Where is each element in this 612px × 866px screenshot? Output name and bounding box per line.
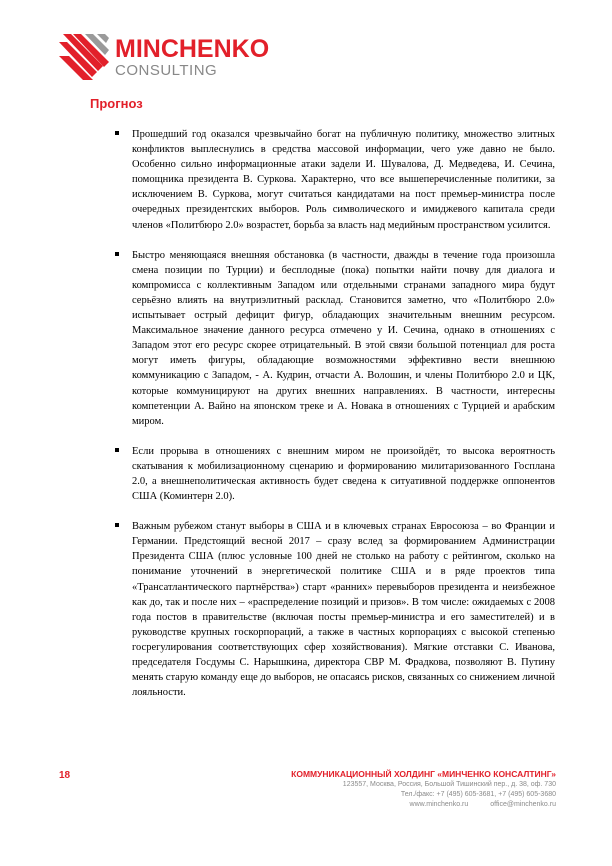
square-bullet-icon	[115, 523, 119, 527]
square-bullet-icon	[115, 448, 119, 452]
logo-name: MINCHENKO	[115, 35, 270, 63]
paragraph: Быстро меняющаяся внешняя обстановка (в частности, дважды в течение года произошла смена позиции по Турции) и бесплодные (пока) попытки найти почву для диалога и компромисса с коллективным Западом или отдельными странами западного мира будут серьёзно влиять на внутриэлитный расклад. Становится заметно, что «Политбюро 2.0» испытывает острый дефицит фигур, обладающих значительным внешним ресурсом. Максимальное значение данного ресурса отмечено у И. Сечина, однако в отношениях с Западом этот его ресурс скорее отрицательный. В этой связи большой потенциал для роста могут иметь фигуры, обладающие возможностями эффективно вести внешнюю коммуникацию с Западом, - А. Кудрин, отчасти А. Волошин, и члены Политбюро 2.0 и ЦК, которые коммуницируют на других внешних направлениях. В частности, интересны компетенции А. Вайно на японском треке и А. Новака в отношениях с Турцией и арабским миром.	[132, 249, 555, 427]
logo-stripes-icon	[59, 34, 109, 84]
square-bullet-icon	[115, 252, 119, 256]
footer-contacts	[291, 769, 556, 810]
square-bullet-icon	[115, 131, 119, 135]
list-item	[115, 444, 555, 504]
company-logo	[59, 34, 269, 84]
paragraph: Важным рубежом станут выборы в США и в ключевых странах Евросоюза – во Франции и Германии. Предстоящий весной 2017 – сразу вслед за формированием Администрации Президента США (плюс условные 100 дней не столько на работу с рейтингом, сколько на понимание уточнений в энергетической политике США и в ряде проектов типа «Трансатлантического партнёрства») старт «ранних» перевыборов президента и неизбежное как до, так и после них – «распределение позиций и призов». В том числе: ожидаемых с 2008 года постов в правительстве (включая посты премьер-министра и его заместителей) и в руководстве крупных госкорпораций, а также в частных корпорациях с высокой степенью госрегулирования соответствующих сфер хозяйствования). Мягкие отставки С. Иванова, председателя Госдумы С. Нарышкина, директора СВР М. Фрадкова, позволяют В. Путину менять старую команду еще до выборов, не опасаясь рисков, связанных со снижением личной лояльности.	[132, 521, 555, 699]
footer-address: 123557, Москва, Россия, Большой Тишинский пер., д. 38, оф. 730	[342, 781, 556, 788]
page-number: 18	[59, 770, 71, 781]
list-item	[115, 519, 555, 700]
list-item	[115, 248, 555, 429]
bullet-list	[115, 127, 555, 715]
footer-website-link[interactable]: www.minchenko.ru	[409, 801, 469, 808]
list-item	[115, 127, 555, 233]
logo-subtitle: CONSULTING	[115, 62, 218, 79]
section-heading: Прогноз	[90, 96, 143, 111]
footer-email-link[interactable]: office@minchenko.ru	[490, 801, 556, 808]
footer-phone: Тел./факс: +7 (495) 605-3681, +7 (495) 605-3680	[400, 791, 556, 798]
footer-title: КОММУНИКАЦИОННЫЙ ХОЛДИНГ «МИНЧЕНКО КОНСАЛТИНГ»	[291, 769, 556, 779]
paragraph: Прошедший год оказался чрезвычайно богат на публичную политику, множество элитных конфликтов выплеснулись в средства массовой информации, чего уже давно не было. Особенно сильно информационные атаки задели И. Шувалова, Д. Медведева, И. Сечина, помощника президента В. Суркова. Характерно, что все вышеперечисленные политики, за исключением В. Суркова, могут считаться кандидатами на пост премьер-министра после очередных президентских выборов. Роль символического и имиджевого капитала среди членов «Политбюро 2.0» возрастет, борьба за власть над медийным пространством усилится.	[132, 129, 555, 231]
paragraph: Если прорыва в отношениях с внешним миром не произойдёт, то высока вероятность скатывания к мобилизационному сценарию и формированию милитаризованного Госплана 2.0, а внешнеполитическая активность будет сведена к ситуативной поддержке оппонентов США (Коминтерн 2.0).	[132, 445, 555, 503]
